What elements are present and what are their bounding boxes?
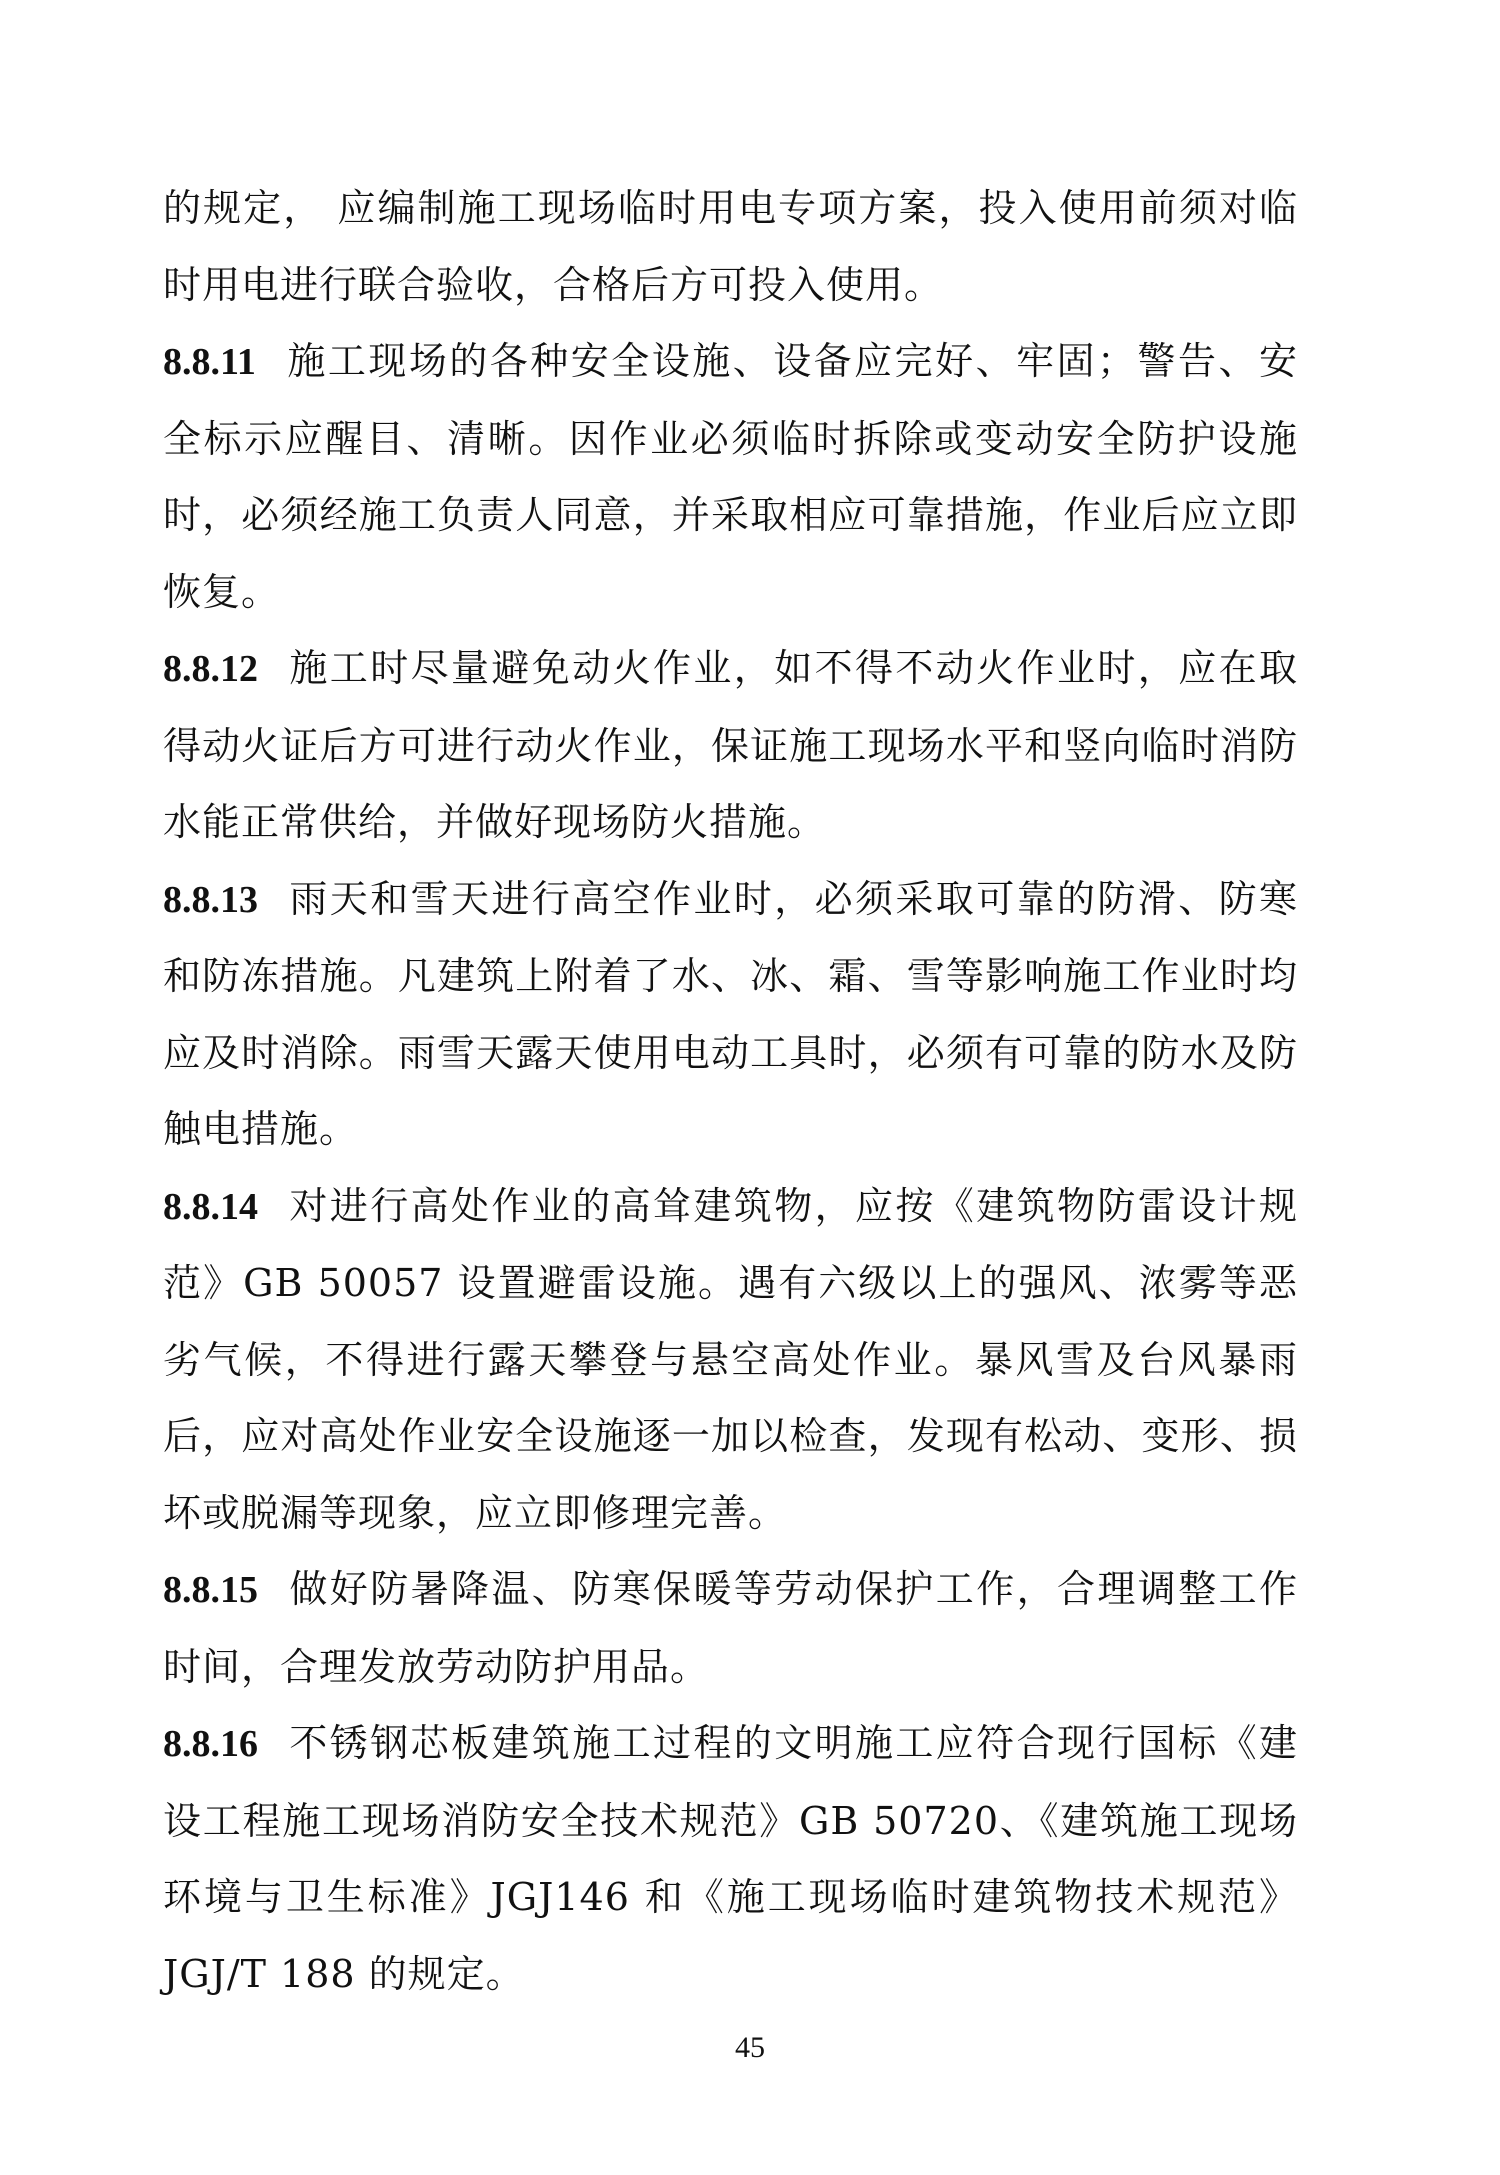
clause-number: 8.8.11: [163, 341, 256, 383]
clause-text: 施工时尽量避免动火作业，如不得不动火作业时，应在取得动火证后方可进行动火作业，保证施工现场水平和竖向临时消防水能正常供给，并做好现场防火措施。: [163, 646, 1298, 844]
clause-8-8-13: [163, 861, 1298, 1168]
document-body: [163, 170, 1298, 2012]
clause-number: 8.8.15: [163, 1569, 258, 1611]
page-number: 45: [735, 2031, 765, 2064]
clause-number: 8.8.13: [163, 878, 258, 921]
clause-text: 雨天和雪天进行高空作业时，必须采取可靠的防滑、防寒和防冻措施。凡建筑上附着了水、冰、霜、雪等影响施工作业时均应及时消除。雨雪天露天使用电动工具时，必须有可靠的防水及防触电措施。: [163, 876, 1298, 1151]
clause-8-8-16: [163, 1705, 1298, 2012]
clause-number: 8.8.16: [163, 1723, 258, 1765]
clause-text: 施工现场的各种安全设施、设备应完好、牢固；警告、安全标示应醒目、清晰。因作业必须临时拆除或变动安全防护设施时，必须经施工负责人同意，并采取相应可靠措施，作业后应立即恢复。: [163, 339, 1298, 614]
clause-number: 8.8.14: [163, 1185, 258, 1228]
clause-number: 8.8.12: [163, 648, 258, 690]
clause-8-8-11: [163, 323, 1298, 630]
clause-8-8-14: [163, 1168, 1298, 1552]
clause-text: 做好防暑降温、防寒保暖等劳动保护工作，合理调整工作时间，合理发放劳动防护用品。: [163, 1567, 1298, 1689]
clause-text: 不锈钢芯板建筑施工过程的文明施工应符合现行国标《建设工程施工现场消防安全技术规范》GB 50720、《建筑施工现场环境与卫生标准》JGJ146 和《施工现场临时建筑物技术规范》JGJ/T 188 的规定。: [163, 1721, 1298, 1996]
paragraph-continuation: [163, 170, 1298, 323]
paragraph-text: 的规定， 应编制施工现场临时用电专项方案，投入使用前须对临时用电进行联合验收，合格后方可投入使用。: [163, 186, 1298, 307]
clause-8-8-12: [163, 630, 1298, 861]
clause-text: 对进行高处作业的高耸建筑物，应按《建筑物防雷设计规范》GB 50057 设置避雷设施。遇有六级以上的强风、浓雾等恶劣气候，不得进行露天攀登与悬空高处作业。暴风雪及台风暴雨后，应对高处作业安全设施逐一加以检查，发现有松动、变形、损坏或脱漏等现象，应立即修理完善。: [163, 1183, 1298, 1535]
clause-8-8-15: [163, 1551, 1298, 1705]
